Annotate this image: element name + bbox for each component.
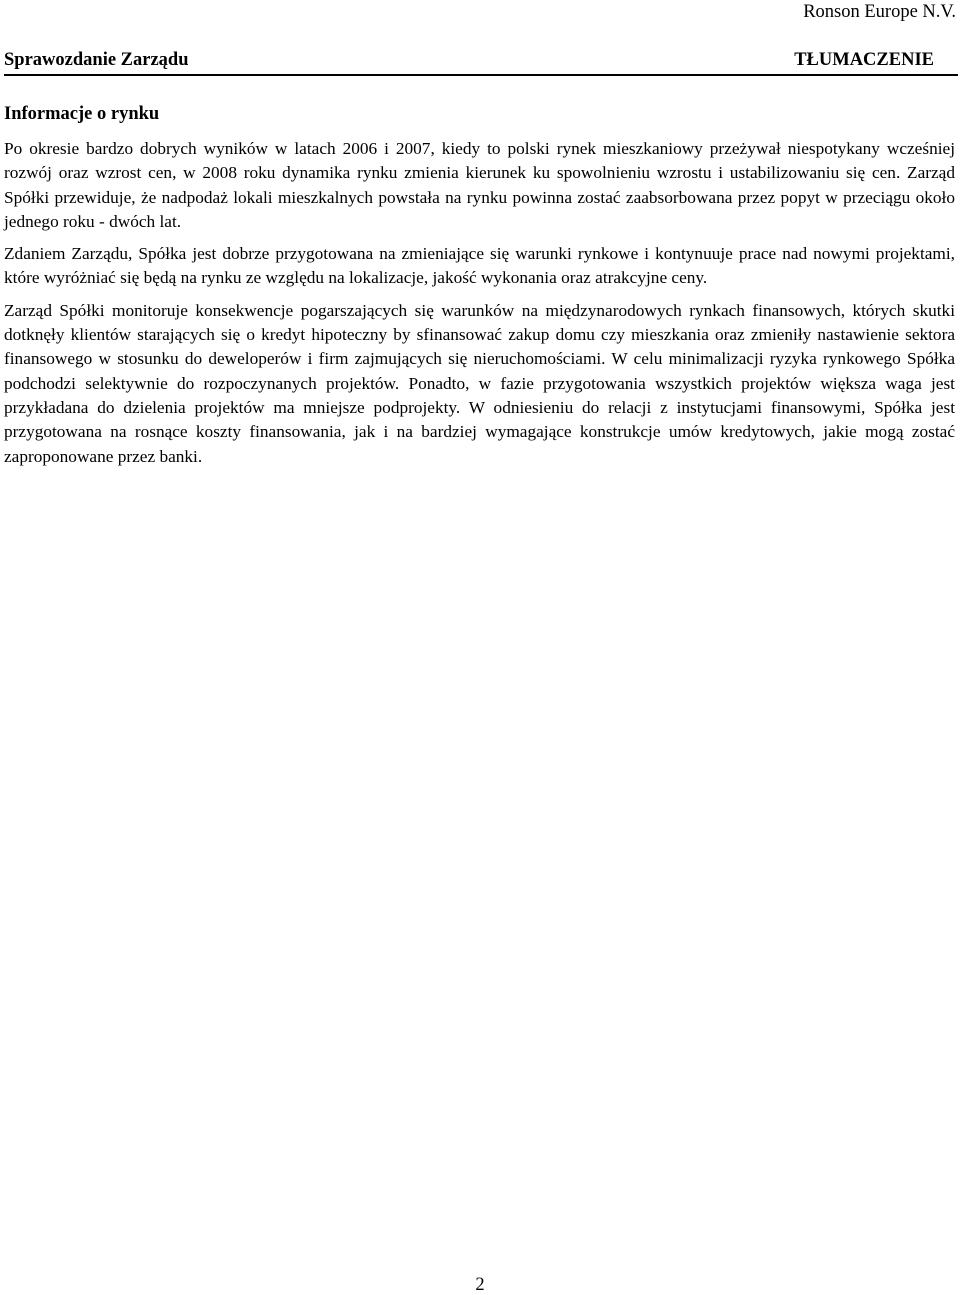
paragraph-market-outlook: Po okresie bardzo dobrych wyników w latach 2006 i 2007, kiedy to polski rynek mieszkaniowy przeżywał niespotykany wcześniej rozwój oraz wzrost cen, w 2008 roku dynamika rynku zmienia kierunek ku spowolnieniu wzrostu i ustabilizowaniu się cen. Zarząd Spółki przewiduje, że nadpodaż lokali mieszkalnych powstała na rynku powinna zostać zaabsorbowana przez popyt w przeciągu około jednego roku - dwóch lat.	[4, 139, 955, 231]
report-title: Sprawozdanie Zarządu	[4, 50, 189, 70]
page-number: 2	[475, 1275, 485, 1295]
section-heading: Informacje o rynku	[4, 104, 160, 124]
translation-label: TŁUMACZENIE	[794, 50, 934, 70]
paragraph-risk-management: Zarząd Spółki monitoruje konsekwencje pogarszających się warunków na międzynarodowych rynkach finansowych, których skutki dotknęły klientów starających się o kredyt hipoteczny by sfinansować zakup domu czy mieszkania oraz zmieniły nastawienie sektora finansowego w stosunku do deweloperów i firm zajmujących się nieruchomościami. W celu minimalizacji ryzyka rynkowego Spółka podchodzi selektywnie do rozpoczynanych projektów. Ponadto, w fazie przygotowania wszystkich projektów większa waga jest przykładana do dzielenia projektów ma mniejsze podprojekty. W odniesieniu do relacji z instytucjami finansowymi, Spółka jest przygotowana na rosnące koszty finansowania, jak i na bardziej wymagające konstrukcje umów kredytowych, jakie mogą zostać zaproponowane przez banki.	[4, 300, 955, 466]
page-header	[4, 48, 958, 76]
paragraph-company-readiness: Zdaniem Zarządu, Spółka jest dobrze przygotowana na zmieniające się warunki rynkowe i kontynuuje prace nad nowymi projektami, które wyróżniać się będą na rynku ze względu na lokalizacje, jakość wykonania oraz atrakcyjne ceny.	[4, 244, 955, 288]
company-name: Ronson Europe N.V.	[803, 2, 956, 22]
section-body	[4, 137, 955, 477]
